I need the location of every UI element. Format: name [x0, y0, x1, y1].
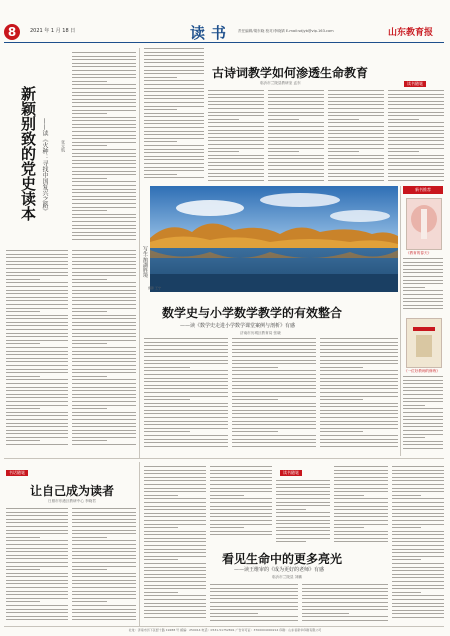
life-article-subtitle: ——读王维审的《成为更好的老师》有感 [234, 567, 325, 573]
left-article-body-top [72, 52, 136, 244]
left-article-author: 张元航 [61, 140, 66, 152]
left-article-body-bottom-a [6, 250, 68, 450]
math-article-byline: 济南市历城区教育局 张晓 [240, 331, 281, 335]
math-article-col1 [144, 338, 228, 452]
mid-bottom-col1 [144, 466, 206, 624]
newspaper-logo: 山东教育报 [388, 28, 434, 38]
top-article-col2 [208, 90, 264, 184]
book-desc-1 [403, 258, 443, 314]
life-article-col2 [334, 466, 388, 546]
top-article-col1 [144, 48, 204, 184]
life-article-col4 [210, 584, 298, 624]
reader-article-col1 [6, 508, 68, 624]
reader-article-byline: 日照市东港区教研中心 李晓君 [48, 499, 96, 503]
left-article-body-bottom-b [72, 250, 136, 450]
book-desc-2 [403, 376, 443, 454]
top-article-col4 [328, 90, 384, 184]
life-article-col5 [302, 584, 388, 624]
math-article-col3 [320, 338, 398, 452]
landscape-photo [150, 186, 398, 292]
editor-line: 责任编辑/胡东晓 校对/李晓婧 E-mail:sdjyb@vip.163.com [238, 29, 334, 33]
life-article-col3 [392, 466, 444, 624]
book-title-2: 《一位好教师的修炼》 [404, 369, 440, 373]
top-article-title: 古诗词教学如何渗透生命教育 [212, 66, 369, 80]
page-number-badge: 8 [4, 24, 20, 40]
book-column-header: 新书推荐 [403, 186, 443, 194]
top-article-byline: 临沂市兰陵县教研室 孟东 [260, 81, 301, 85]
life-article-byline: 临沂市兰陵县 刘鹏 [272, 575, 302, 579]
reader-article-title: 让自己成为读者 [30, 484, 115, 498]
photo-caption: 写生·鹊湖胜境 [142, 246, 148, 278]
photo-credit: 摄影 王宁 [148, 286, 161, 290]
reader-article-col2 [72, 508, 136, 624]
book-title-1: 《教育的春天》 [406, 251, 432, 255]
math-article-col2 [232, 338, 316, 452]
section-title: 读书 [190, 24, 233, 42]
issue-date: 2021 年 1 月 18 日 [30, 28, 76, 34]
math-article-subtitle: ——读《数学史走进小学数学课堂案例与剖析》有感 [180, 323, 296, 329]
mid-bottom-col2 [210, 466, 272, 538]
book-cover-2 [406, 318, 442, 368]
life-article-col1 [276, 480, 330, 546]
header-rule [4, 42, 444, 43]
left-article-title: 新颖别致的党史读本 [19, 86, 37, 221]
top-article-col3 [268, 90, 324, 184]
top-article-tag: 读书随笔 [404, 81, 426, 87]
book-cover-1 [406, 198, 442, 250]
life-article-tag: 读书随笔 [280, 470, 302, 476]
top-article-col5 [388, 90, 444, 184]
footer-imprint: 社址：济南市历下区经十路 19288 号 邮编：250014 电话：0531-51752891 广告许可证：3700004000214 印刷：山东省新华印刷有限公司 [128, 628, 322, 632]
left-article-subtitle: ——读《火种：寻找中国复兴之路》 [41, 118, 48, 214]
reader-article-tag: 书话随笔 [6, 470, 28, 476]
life-article-title: 看见生命中的更多亮光 [222, 552, 343, 566]
math-article-title: 数学史与小学数学教学的有效整合 [162, 306, 343, 320]
